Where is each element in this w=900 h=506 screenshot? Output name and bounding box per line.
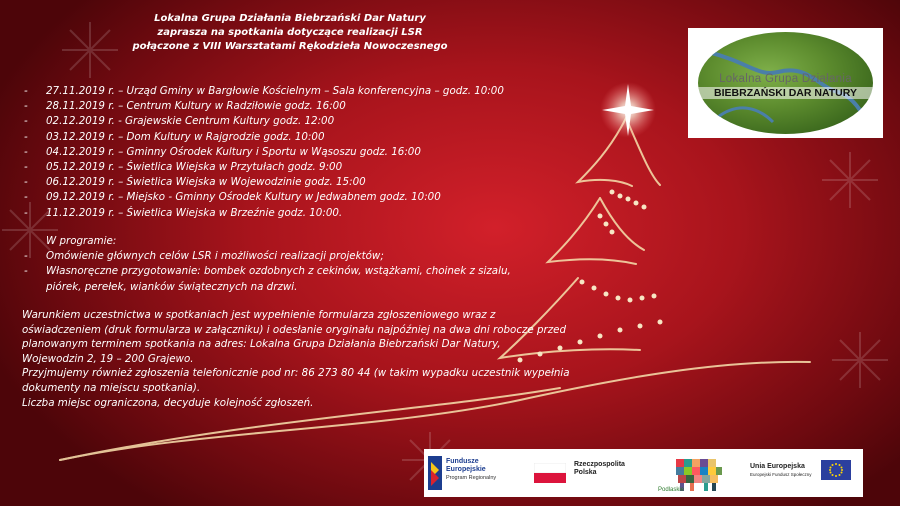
- funding-logos-bar: [424, 449, 863, 497]
- participation-conditions: [22, 308, 570, 410]
- program-title: W programie:: [46, 235, 117, 247]
- conditions-line: oświadczeniem (druk formularza w załączniku) i odesłanie oryginału najpóźniej na dwa dni robocze przed: [22, 323, 567, 336]
- logo-line1: Lokalna Grupa Działania: [719, 73, 852, 85]
- conditions-line: Wojewodzin 2, 19 – 200 Grajewo.: [22, 352, 194, 365]
- schedule-item: - 04.12.2019 r. – Gminny Ośrodek Kultury i Sportu w Wąsoszu godz. 16:00: [20, 145, 520, 160]
- schedule-item: - 27.11.2019 r. – Urząd Gminy w Bargłowie Kościelnym – Sala konferencyjna – godz. 10:00: [20, 84, 520, 99]
- conditions-line: Warunkiem uczestnictwa w spotkaniach jest wypełnienie formularza zgłoszeniowego wraz z: [22, 309, 496, 321]
- conditions-line: Liczba miejsc ograniczona, decyduje kolejność zgłoszeń.: [22, 396, 314, 409]
- unia-europejska-text: [750, 463, 812, 479]
- schedule-item: - 02.12.2019 r. - Grajewskie Centrum Kultury godz. 12:00: [20, 114, 520, 129]
- schedule-item: - 11.12.2019 r. – Świetlica Wiejska w Brzeźnie godz. 10:00.: [20, 206, 520, 221]
- schedule-item: - 06.12.2019 r. – Świetlica Wiejska w Wojewodzinie godz. 15:00: [20, 175, 520, 190]
- schedule-item: - 05.12.2019 r. – Świetlica Wiejska w Przytułach godz. 9:00: [20, 160, 520, 175]
- conditions-line: planowanym terminem spotkania na adres: Lokalna Grupa Działania Biebrzański Dar Natury,: [22, 338, 501, 351]
- ue-sub: Europejski Fundusz Społeczny: [750, 472, 812, 477]
- schedule-item: - 28.11.2019 r. – Centrum Kultury w Radziłowie godz. 16:00: [20, 99, 520, 114]
- header-line3: połączone z VIII Warsztatami Rękodzieła Nowoczesnego: [132, 41, 448, 52]
- meeting-schedule-list: [20, 84, 520, 221]
- ue-line1: Unia Europejska: [750, 463, 805, 470]
- schedule-item: - 09.12.2019 r. – Miejsko - Gminny Ośrodek Kultury w Jedwabnem godz. 10:00: [20, 190, 520, 205]
- conditions-line: Przyjmujemy również zgłoszenia telefonicznie pod nr: 86 273 80 44 (w takim wypadku uczestnik wypełnia: [22, 367, 570, 380]
- conditions-line: dokumenty na miejscu spotkania).: [22, 381, 201, 394]
- fe-line2: Europejskie: [446, 466, 486, 473]
- program-item: - Własnoręczne przygotowanie: bombek ozdobnych z cekinów, wstążkami, choinek z sizalu, piórek, perełek, wianków świątecznych na drzwi.: [20, 264, 540, 294]
- invitation-header: [110, 12, 470, 54]
- fe-sub: Program Regionalny: [446, 475, 497, 481]
- pl-line1: Rzeczpospolita: [574, 461, 625, 468]
- fe-line1: Fundusze: [446, 458, 479, 465]
- schedule-item: - 03.12.2019 r. – Dom Kultury w Rajgrodzie godz. 10:00: [20, 130, 520, 145]
- fundusze-europejskie-text: [446, 458, 496, 482]
- logo-line2: BIEBRZAŃSKI DAR NATURY: [688, 87, 883, 99]
- eu-flag-icon: [821, 460, 851, 480]
- rzeczpospolita-text: [574, 461, 625, 477]
- podlaskie-text: Podlaskie: [658, 487, 685, 493]
- program-item: - Omówienie głównych celów LSR i możliwości realizacji projektów;: [20, 249, 540, 264]
- header-line2: zaprasza na spotkania dotyczące realizacji LSR: [157, 27, 423, 38]
- fundusze-europejskie-icon: [428, 456, 442, 490]
- pl-line2: Polska: [574, 469, 597, 476]
- program-section: [20, 234, 540, 295]
- header-line1: Lokalna Grupa Działania Biebrzański Dar Natury: [154, 13, 426, 24]
- lgd-logo: [688, 28, 883, 138]
- polish-flag-icon: [534, 463, 566, 483]
